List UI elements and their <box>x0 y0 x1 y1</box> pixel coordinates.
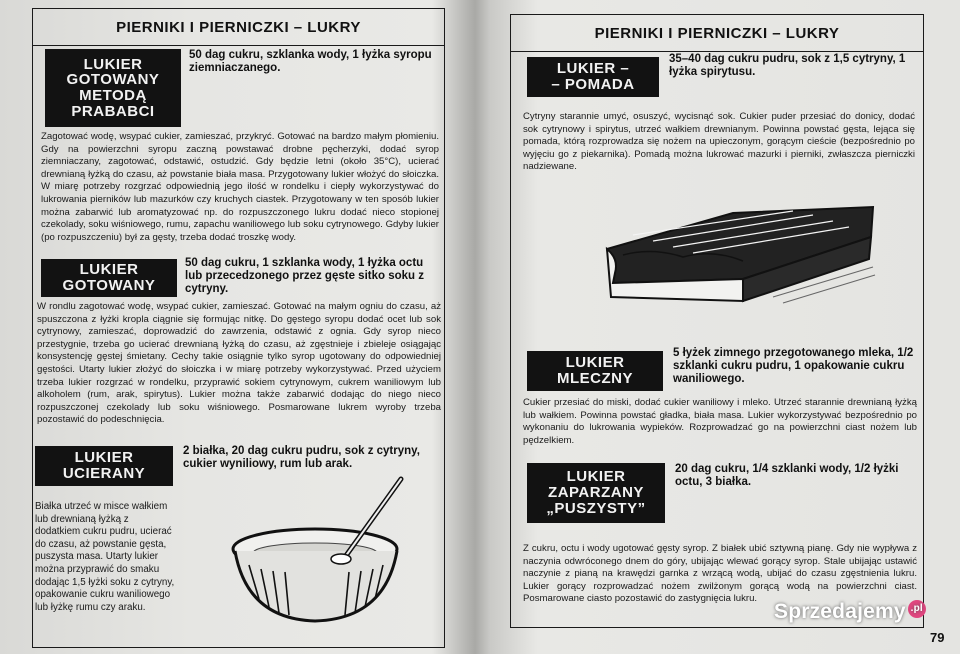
ingredients-2: 50 dag cukru, 1 szklanka wody, 1 łyżka octu lub przecedzonego przez gęste sitko soku z cytryny. <box>185 257 424 295</box>
ingredients-mleczny: 5 łyżek zimnego przegotowanego mleka, 1/2 szklanki cukru pudru, 1 opakowanie cukru waniliowego. <box>673 347 914 385</box>
recipe-text-2: W rondlu zagotować wodę, wsypać cukier, zamieszać. Gotować na małym ogniu do czasu, aż spuszczona z łyżki kropla ciągnie się formując nitkę. Do gęstego syropu dodać ocet lub sok cytrynowy, zamieszać, doprowadzić do zawrzenia, odstawić z ognia. Gdy syrop nieco przestygnie, trzeba go ucierać drewnianą łyżką do czasu, aż zgęstnieje i zbieleje osiągając konsystencję gęstej śmietany. Cechy takie osiągnie tylko syrop ugotowany do odpowiedniej gęstości. Utarty lukier złożyć do słoiczka i w miarę potrzeby wykorzystywać. Przed użyciem trzeba lukier rozgrzać w rondelku, przyprawić sokiem cytrynowym, cukrem waniliowym lub alkoholem (rum, arak, spirytus). Lukier można także zabarwić dodając do niego nieco rozpuszczonej czekolady lub soku wiśniowego. Posmarowane lukrem wyroby trzeba pozostawić do podeschnięcia. <box>37 301 441 426</box>
label-line: ZAPARZANY <box>548 484 644 502</box>
left-page-header: PIERNIKI I PIERNICZKI – LUKRY <box>33 9 444 46</box>
label-lukier-ucierany <box>35 446 173 486</box>
watermark-text: Sprzedajemy <box>774 600 906 623</box>
label-line: UCIERANY <box>62 465 146 482</box>
ingredients-3: 2 białka, 20 dag cukru pudru, sok z cytryny, cukier wyniliowy, rum lub arak. <box>183 445 420 470</box>
label-line: LUKIER <box>79 261 139 279</box>
recipe-text-1: Zagotować wodę, wsypać cukier, zamieszać, przykryć. Gotować na bardzo małym płomieniu. Gdy na powierzchni syropu zaczną powstawać drobne pęcherzyki, dodać syrop ziemniaczany, zagotować, odstawić, ostudzić. Gdy będzie letni (około 35°C), ucierać drewnianą łyżką do czasu, aż powstanie biała masa. Przygotowany lukier włożyć do słoiczka. W miarę potrzeby rozgrzać odpowiednią jego ilość w rondelku i ciepły wykorzystywać do lukrowania pierników lub mazurków czy kruchych ciastek. Przygotowany w ten sposób lukier można zabarwić lub aromatyzować np. do rozpuszczonego lukru dodać nieco stopionej czekolady, soku wiśniowego, rumu, zapachu waniliowego lub soku cytrynowego. Gdyby lukier (po rozpuszczeniu) był za gęsty, trzeba dodać troszkę wody. <box>41 131 439 243</box>
label-line: LUKIER – <box>556 60 630 78</box>
label-line: LUKIER <box>565 354 625 372</box>
label-line: METODĄ <box>79 87 147 104</box>
ingredients-pomada: 35–40 dag cukru pudru, sok z 1,5 cytryny, 1 łyżka spirytusu. <box>669 53 906 78</box>
watermark <box>774 600 926 624</box>
recipe-text-mleczny: Cukier przesiać do miski, dodać cukier waniliowy i mleko. Utrzeć starannie drewnianą łyżką lub wałkiem. Powinna powstać gładka, biała masa. Lukier wykorzystywać bezpośrednio po wykonaniu do lukrowania wypieków. Rozprowadzać go na powierzchni ciast nożem lub pędzelkiem. <box>523 397 917 446</box>
recipe-text-zaparzany: Z cukru, octu i wody ugotować gęsty syrop. Z białek ubić sztywną pianę. Gdy nie wypływa z naczynia odwróconego dnem do góry, ubijając wlewać gorący syrop. Stale ubijając ustawić naczynie z pianą na krawędzi garnka z wrzącą wodą, ubijać do czasu zgęstnienia lukru. Lukier gorący rozprowadzać nożem zwilżonym gorącą wodą na powierzchni ciast. Posmarowane ciasto pozostawić do zastygnięcia lukru. <box>523 543 917 605</box>
label-line: PRABABCI <box>71 102 155 120</box>
label-line: MLECZNY <box>557 370 633 387</box>
label-line: – POMADA <box>551 76 635 93</box>
page-number: 79 <box>930 630 945 645</box>
right-page <box>484 0 960 654</box>
label-lukier-pomada <box>527 57 659 97</box>
label-lukier-gotowany <box>41 259 177 297</box>
right-page-frame <box>510 14 924 628</box>
right-page-header: PIERNIKI I PIERNICZKI – LUKRY <box>511 15 923 52</box>
label-line: GOTOWANY <box>66 71 160 89</box>
label-line: LUKIER <box>566 468 626 486</box>
left-page-frame <box>32 8 445 648</box>
label-lukier-mleczny <box>527 351 663 391</box>
left-page <box>0 0 476 654</box>
recipe-text-3: Białka utrzeć w misce wałkiem lub drewnianą łyżką z dodatkiem cukru pudru, ucierać do czasu, aż powstanie gęsta, puszysta masa. Utarty lukier można przyprawić do smaku dodając 1,5 łyżki soku z cytryny, opakowanie cukru waniliowego lub łyżkę rumu czy araku. <box>35 501 175 613</box>
label-lukier-zaparzany-puszysty <box>527 463 665 523</box>
ingredients-zaparzany: 20 dag cukru, 1/4 szklanki wody, 1/2 łyżki octu, 3 białka. <box>675 463 899 488</box>
label-line: GOTOWANY <box>62 277 156 294</box>
watermark-badge: .pl <box>908 600 926 618</box>
iced-cake-illustration <box>593 201 883 311</box>
ingredients-1: 50 dag cukru, szklanka wody, 1 łyżka syropu ziemniaczanego. <box>189 49 432 74</box>
recipe-text-pomada: Cytryny starannie umyć, osuszyć, wycisnąć sok. Cukier puder przesiać do donicy, dodać sok cytrynowy i spirytus, utrzeć wałkiem drewnianym. Powinna powstać gęsta, lejąca się pomada, którą rozprowadza się nożem na upieczonym, gorącym cieście (bezpośrednio po wyjęciu go z piekarnika). Pomadą można lukrować mazurki i pierniki, zwłaszcza pierniczki nadziewane. <box>523 111 915 173</box>
bowl-whisk-illustration <box>229 469 409 629</box>
label-lukier-gotowany-metoda-prababci <box>45 49 181 127</box>
label-line: „PUSZYSTY” <box>546 499 646 517</box>
label-line: LUKIER <box>74 449 134 467</box>
label-line: LUKIER <box>83 55 143 73</box>
